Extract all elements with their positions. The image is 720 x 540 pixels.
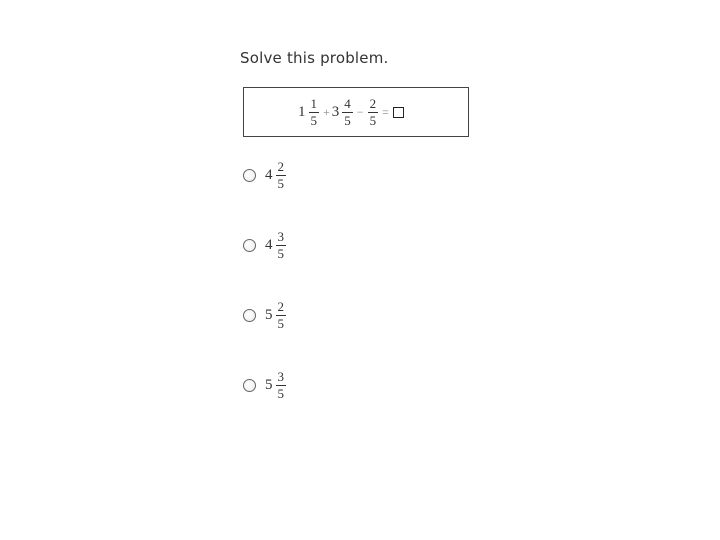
option-radio-button[interactable] — [243, 309, 256, 322]
term3-denominator: 5 — [369, 112, 377, 128]
option-mixed-number — [265, 370, 288, 401]
option-numerator: 3 — [277, 229, 284, 244]
term3-numerator: 2 — [369, 95, 377, 111]
option-denominator: 5 — [277, 386, 284, 401]
option-fraction — [276, 230, 287, 261]
answer-placeholder-box — [393, 107, 404, 118]
option-denominator: 5 — [277, 176, 284, 191]
term1-denominator: 5 — [310, 112, 317, 128]
option-numerator: 2 — [277, 159, 284, 174]
option-whole: 5 — [265, 377, 273, 393]
option-radio-button[interactable] — [243, 239, 256, 252]
answer-option-3[interactable] — [243, 300, 288, 331]
answer-option-2[interactable] — [243, 230, 288, 261]
option-mixed-number — [265, 160, 288, 191]
problem-expression-box — [243, 87, 469, 137]
plus-operator: + — [323, 104, 330, 119]
term2-numerator: 4 — [344, 95, 351, 111]
option-denominator: 5 — [277, 246, 284, 261]
term1-fraction — [309, 97, 320, 128]
option-mixed-number — [265, 230, 288, 261]
term2-fraction — [342, 97, 353, 128]
option-numerator: 2 — [277, 299, 284, 314]
option-numerator: 3 — [277, 369, 284, 384]
option-denominator: 5 — [277, 316, 284, 331]
option-fraction — [276, 300, 287, 331]
option-whole: 5 — [265, 307, 273, 323]
minus-operator: − — [356, 104, 364, 119]
option-radio-button[interactable] — [243, 169, 256, 182]
option-mixed-number — [265, 300, 288, 331]
term2-denominator: 5 — [344, 112, 351, 128]
term1-numerator: 1 — [310, 95, 317, 111]
answer-option-4[interactable] — [243, 370, 288, 401]
option-fraction — [276, 370, 287, 401]
answer-option-1[interactable] — [243, 160, 288, 191]
question-prompt: Solve this problem. — [240, 49, 389, 67]
term3-fraction — [368, 97, 379, 128]
equals-operator: = — [382, 104, 389, 119]
term2-whole: 3 — [331, 103, 340, 120]
term1-whole: 1 — [298, 103, 306, 120]
option-radio-button[interactable] — [243, 379, 256, 392]
math-expression — [298, 94, 404, 130]
option-whole: 4 — [265, 167, 273, 183]
option-fraction — [276, 160, 287, 191]
option-whole: 4 — [265, 237, 273, 253]
